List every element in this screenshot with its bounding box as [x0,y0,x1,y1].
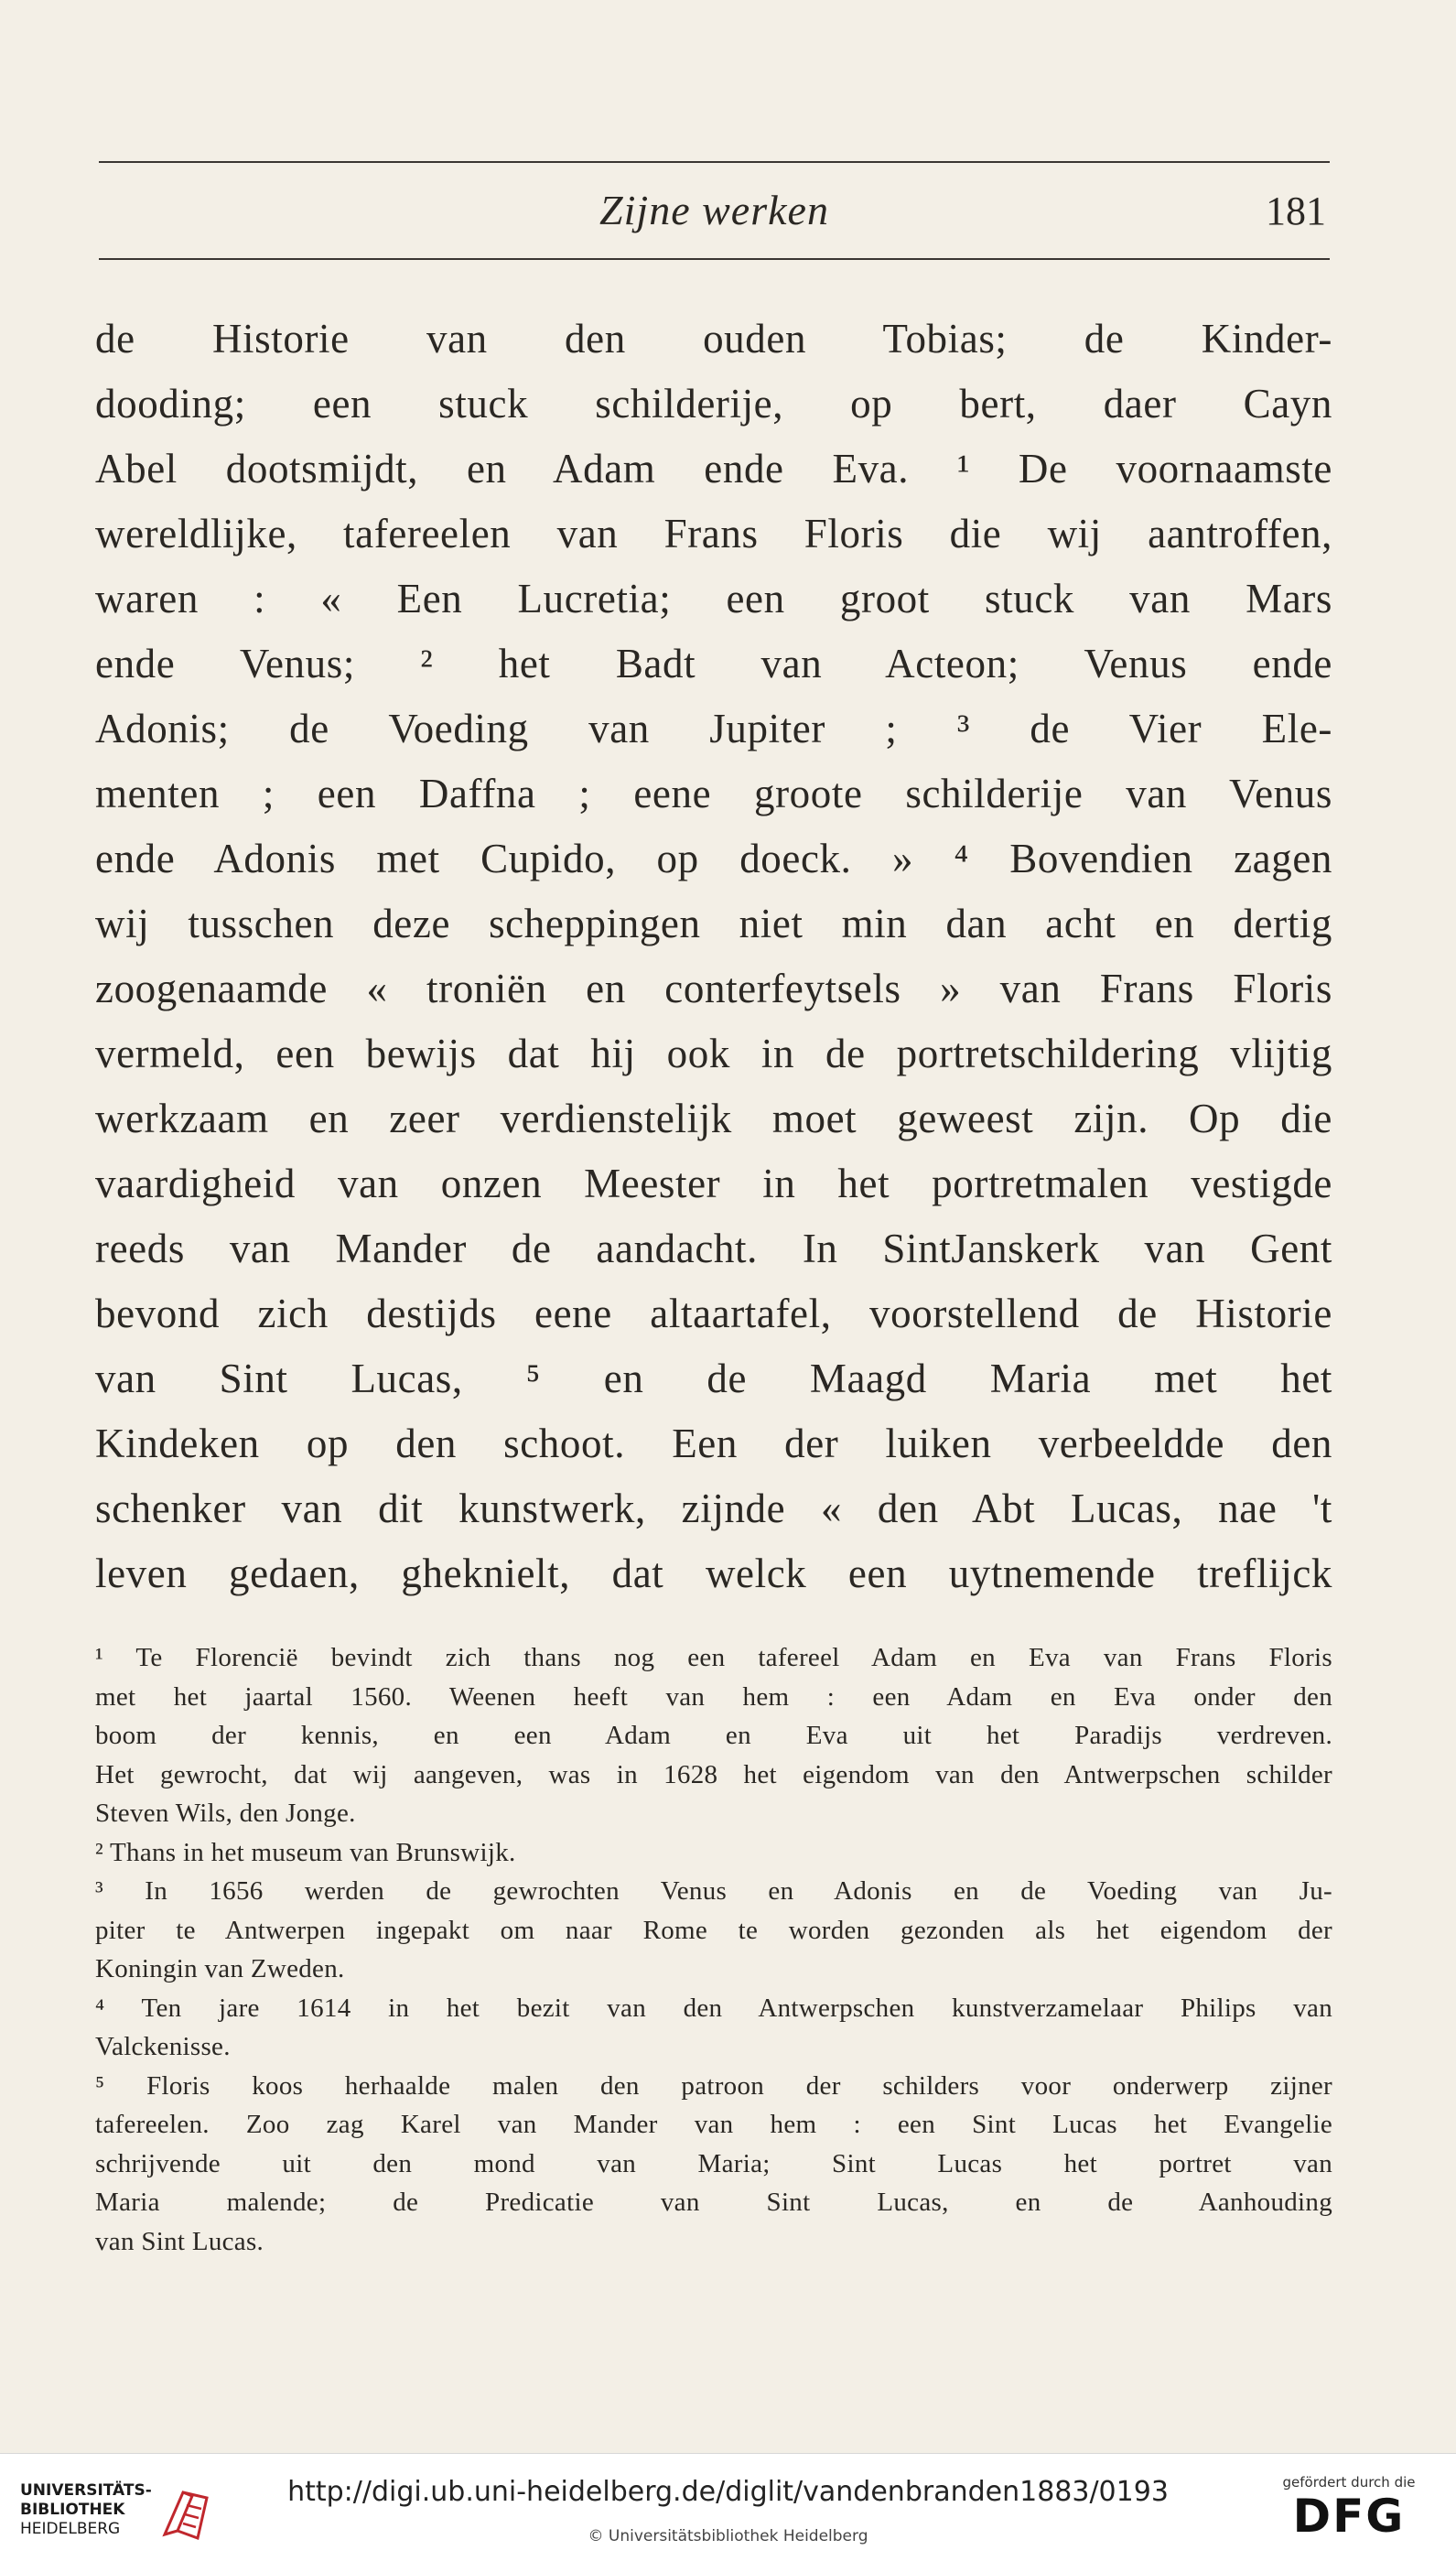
page-number: 181 [1266,189,1326,233]
footnotes [95,1638,1332,2261]
body-line: zoogenaamde « troniën en conterfeytsels » van Frans Floris [95,966,1332,1011]
body-line: dooding; een stuck schilderije, op bert, daer Cayn [95,381,1332,427]
dfg-sponsor[interactable] [1271,2474,1427,2542]
body-line: Adonis; de Voeding van Jupiter ; ³ de Vier Ele- [95,706,1332,751]
footnote-line: ⁵ Floris koos herhaalde malen den patroon der schilders voor onderwerp zijner [95,2070,1332,2101]
footnote-line: piter te Antwerpen ingepakt om naar Rome te worden gezonden als het eigendom der [95,1915,1332,1945]
footnote-line: Het gewrocht, dat wij aangeven, was in 1628 het eigendom van den Antwerpschen schilder [95,1759,1332,1789]
body-line: schenker van dit kunstwerk, zijnde « den Abt Lucas, nae 't [95,1486,1332,1531]
footnote-line: tafereelen. Zoo zag Karel van Mander van hem : een Sint Lucas het Evangelie [95,2110,1332,2139]
footnote-line: ⁴ Ten jare 1614 in het bezit van den Antwerpschen kunstverzamelaar Philips van [95,1993,1332,2023]
body-line: vaardigheid van onzen Meester in het portretmalen vestigde [95,1161,1332,1206]
body-line: werkzaam en zeer verdienstelijk moet geweest zijn. Op die [95,1096,1332,1141]
footnote-line: schrijvende uit den mond van Maria; Sint Lucas het portret van [95,2148,1332,2178]
library-name-line3: HEIDELBERG [20,2520,121,2538]
footnote-line: Maria malende; de Predicatie van Sint Lucas, en de Aanhouding [95,2188,1332,2217]
body-line: wij tusschen deze scheppingen niet min dan acht en dertig [95,901,1332,946]
running-title: Zijne werken [599,187,829,233]
body-line: waren : « Een Lucretia; een groot stuck van Mars [95,576,1332,621]
footnote-line: ³ In 1656 werden de gewrochten Venus en Adonis en de Voeding van Ju- [95,1876,1332,1906]
sponsor-caption: gefördert durch die [1282,2474,1416,2491]
body-line: Kindeken op den schoot. Een der luiken verbeeldde den [95,1421,1332,1466]
body-text [95,307,1332,1606]
dfg-logo-icon: DFG [1292,2490,1406,2543]
footnote-line: van Sint Lucas. [95,2226,264,2256]
body-line: Abel dootsmijdt, en Adam ende Eva. ¹ De voornaamste [95,446,1332,492]
body-line: reeds van Mander de aandacht. In SintJanskerk van Gent [95,1226,1332,1271]
body-line: ende Venus; ² het Badt van Acteon; Venus ende [95,641,1332,686]
footnote-line: ¹ Te Florencië bevindt zich thans nog een tafereel Adam en Eva van Frans Floris [95,1643,1332,1672]
copyright-notice: © Universitätsbibliothek Heidelberg [588,2527,868,2545]
permalink-url[interactable]: http://digi.ub.uni-heidelberg.de/diglit/vandenbranden1883/0193 [287,2476,1169,2508]
body-line: wereldlijke, tafereelen van Frans Floris die wij aantroffen, [95,511,1332,557]
header-rule-bottom [99,258,1330,260]
page-header [99,178,1330,243]
footnote-line: Koningin van Zweden. [95,1954,345,1983]
footnote-line: ² Thans in het museum van Brunswijk. [95,1837,516,1867]
footnote-line: Valckenisse. [95,2032,231,2061]
footnote-line: met het jaartal 1560. Weenen heeft van hem : een Adam en Eva onder den [95,1681,1332,1712]
library-name-line2: BIBLIOTHEK [20,2501,125,2519]
body-line: leven gedaen, gheknielt, dat welck een uytnemende treflijck [95,1551,1332,1596]
header-rule-top [99,161,1330,163]
library-name-line1: UNIVERSITÄTS- [20,2481,152,2500]
body-line: vermeld, een bewijs dat hij ook in de portretschildering vlijtig [95,1031,1332,1076]
body-line: ende Adonis met Cupido, op doeck. » ⁴ Bovendien zagen [95,836,1332,881]
body-line: menten ; een Daffna ; eene groote schilderije van Venus [95,771,1332,816]
footnote-line: boom der kennis, en een Adam en Eva uit het Paradijs verdreven. [95,1721,1332,1750]
viewer-footer [0,2453,1456,2561]
body-line: de Historie van den ouden Tobias; de Kinder- [95,316,1332,362]
body-line: van Sint Lucas, ⁵ en de Maagd Maria met het [95,1356,1332,1401]
footnote-line: Steven Wils, den Jonge. [95,1799,356,1828]
body-line: bevond zich destijds eene altaartafel, voorstellend de Historie [95,1291,1332,1336]
